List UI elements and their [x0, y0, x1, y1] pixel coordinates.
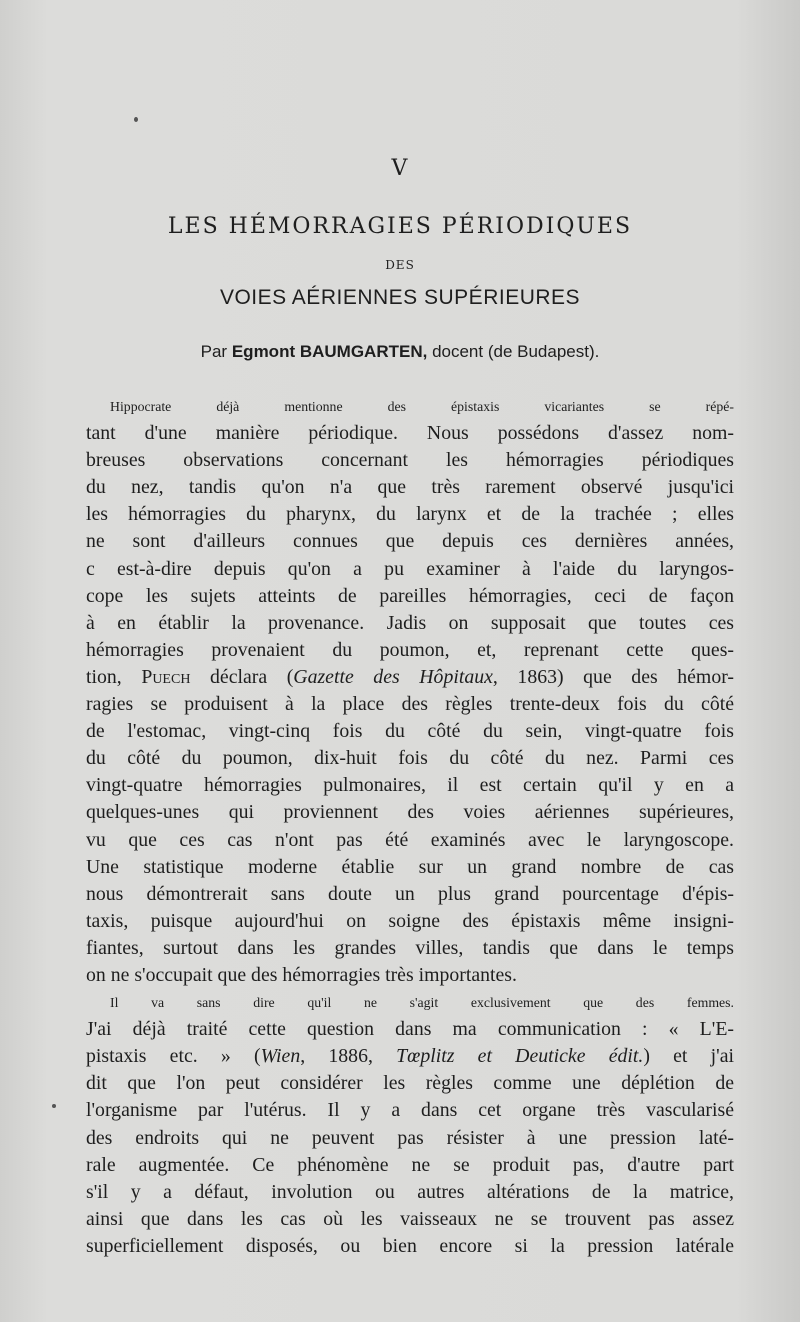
text-fragment: , 1863) que des hémor-: [492, 665, 734, 688]
text-line: ne sont d'ailleurs connues que depuis ces dernières années,: [86, 530, 734, 553]
title-line-1: LES HÉMORRAGIES PÉRIODIQUES: [167, 214, 633, 239]
text-fragment: , 1886,: [300, 1045, 397, 1068]
text-line: dit que l'on peut considérer les règles comme une déplétion de: [86, 1072, 734, 1095]
text-line: superficiellement disposés, ou bien encore si la pression latérale: [86, 1234, 734, 1257]
byline: [0, 342, 800, 362]
text-line: les hémorragies du pharynx, du larynx et de la trachée ; elles: [86, 503, 734, 526]
text-line: nous démontrerait sans doute un plus grand pourcentage d'épis-: [86, 882, 734, 905]
chapter-number: V: [391, 156, 409, 181]
journal-reference: Gazette des Hôpitaux: [293, 665, 493, 688]
text-line: [86, 664, 734, 691]
text-line: breuses observations concernant les hémorragies périodiques: [86, 449, 734, 472]
text-line: de l'estomac, vingt-cinq fois du côté du sein, vingt-quatre fois: [86, 720, 734, 743]
text-line: s'il y a défaut, involution ou autres altérations de la matrice,: [86, 1180, 734, 1203]
text-line: cope les sujets atteints de pareilles hémorragies, ceci de façon: [86, 584, 734, 607]
text-line: vu que ces cas n'ont pas été examinés avec le laryngoscope.: [86, 828, 734, 851]
text-fragment: ) et j'ai: [643, 1045, 735, 1068]
text-line: tant d'une manière périodique. Nous possédons d'assez nom-: [86, 422, 734, 445]
text-line: ainsi que dans les cas où les vaisseaux ne se trouvent pas assez: [86, 1207, 734, 1230]
publisher-city: Wien: [260, 1045, 301, 1068]
text-line: fiantes, surtout dans les grandes villes, tandis que dans le temps: [86, 936, 734, 959]
text-fragment: pistaxis etc. » (: [86, 1045, 261, 1068]
print-speck: [134, 117, 138, 122]
paragraph-1: [86, 393, 734, 989]
text-line: Une statistique moderne établie sur un grand nombre de cas: [86, 855, 734, 878]
text-line: Il va sans dire qu'il ne s'agit exclusivement que des femmes.: [110, 995, 734, 1011]
paragraph-2: [86, 989, 734, 1260]
title-line-2: VOIES AÉRIENNES SUPÉRIEURES: [219, 286, 581, 309]
byline-par: Par: [200, 342, 228, 361]
text-line: des endroits qui ne peuvent pas résister à une pression laté-: [86, 1126, 734, 1149]
text-line: J'ai déjà traité cette question dans ma communication : « L'E-: [86, 1018, 734, 1041]
text-fragment: tion,: [86, 665, 142, 688]
text-line: [86, 1043, 734, 1070]
text-line: du nez, tandis qu'on n'a que très rarement observé jusqu'ici: [86, 476, 734, 499]
text-line: hémorragies provenaient du poumon, et, reprenant cette ques-: [86, 638, 734, 661]
text-line: Hippocrate déjà mentionne des épistaxis vicariantes se répé-: [110, 399, 734, 414]
text-line: rale augmentée. Ce phénomène ne se produit pas, d'autre part: [86, 1153, 734, 1176]
text-line: l'organisme par l'utérus. Il y a dans cet organe très vascularisé: [86, 1099, 734, 1122]
text-line: quelques-unes qui proviennent des voies aériennes supérieures,: [86, 801, 734, 824]
text-line: c est-à-dire depuis qu'on a pu examiner à l'aide du laryngos-: [86, 557, 734, 580]
text-line: taxis, puisque aujourd'hui on soigne des épistaxis même insigni-: [86, 909, 734, 932]
title-connector: DES: [385, 258, 415, 272]
print-speck: [52, 1104, 56, 1108]
text-line: vingt-quatre hémorragies pulmonaires, il est certain qu'il y en a: [86, 774, 734, 797]
publisher-name: Tœplitz et Deuticke édit.: [396, 1045, 644, 1068]
author-affiliation: docent (de Budapest).: [432, 342, 600, 361]
author-reference: Puech: [141, 665, 191, 688]
text-line: on ne s'occupait que des hémorragies très importantes.: [86, 963, 517, 986]
text-fragment: déclara (: [190, 665, 294, 688]
text-line: ragies se produisent à la place des règles trente-deux fois du côté: [86, 693, 734, 716]
author-name: Egmont BAUMGARTEN,: [231, 342, 428, 361]
article-body: [86, 393, 734, 1260]
text-line: du côté du poumon, dix-huit fois du côté du nez. Parmi ces: [86, 747, 734, 770]
text-line: à en établir la provenance. Jadis on supposait que toutes ces: [86, 611, 734, 634]
